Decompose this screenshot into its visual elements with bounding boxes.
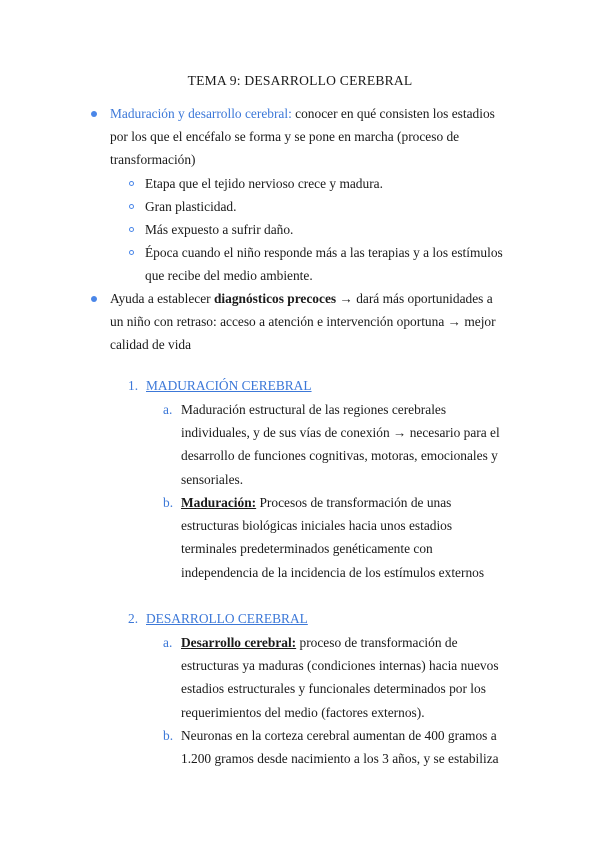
bullet-2-post: → dará más oportunidades a xyxy=(336,291,493,306)
sub-bullet-text: Más expuesto a sufrir daño. xyxy=(145,222,294,237)
bullet-1-line: conocer en qué consisten los estadios xyxy=(291,106,495,121)
item-line: sensoriales. xyxy=(181,471,244,487)
bullet-1-lead: Maduración y desarrollo cerebral: xyxy=(110,106,292,121)
bullet-2-line: calidad de vida xyxy=(110,337,192,353)
sub-bullet-icon xyxy=(129,227,134,232)
bullet-2-bold: diagnósticos precoces xyxy=(213,291,337,306)
item-line: Maduración estructural de las regiones cerebrales xyxy=(181,402,447,417)
item-letter: b. xyxy=(163,728,174,743)
item-letter: a. xyxy=(163,635,173,650)
sub-bullet-line: Época cuando el niño responde más a las terapias y a los estímulos xyxy=(145,245,503,260)
bullet-1-line: transformación) xyxy=(110,152,196,168)
item-line: Neuronas en la corteza cerebral aumentan de 400 gramos a xyxy=(181,728,497,743)
page-title: TEMA 9: DESARROLLO CEREBRAL xyxy=(187,73,413,88)
item-line: requerimientos del medio (factores externos). xyxy=(181,704,425,720)
bullet-icon xyxy=(91,296,97,302)
section-2-heading: DESARROLLO CEREBRAL xyxy=(146,611,308,626)
item-line: estructuras ya maduras (condiciones internas) hacia nuevos xyxy=(181,658,499,674)
sub-bullet-text: Etapa que el tejido nervioso crece y madura. xyxy=(145,176,383,191)
sub-bullet-line: que recibe del medio ambiente. xyxy=(145,268,313,284)
item-letter: b. xyxy=(163,495,174,510)
bullet-1-line: por los que el encéfalo se forma y se pone en marcha (proceso de xyxy=(110,129,460,145)
item-line: desarrollo de funciones cognitivas, motoras, emocionales y xyxy=(181,448,498,464)
sub-bullet-icon xyxy=(129,250,134,255)
item-letter: a. xyxy=(163,402,173,417)
item-line: proceso de transformación de xyxy=(296,635,458,650)
section-1-number: 1. xyxy=(128,378,139,393)
sub-bullet-icon xyxy=(129,204,134,209)
section-2-number: 2. xyxy=(128,611,139,626)
bullet-1-text xyxy=(110,102,550,172)
section-2-item-b xyxy=(181,724,541,770)
item-line: estadios estructurales y funcionales determinados por los xyxy=(181,681,486,697)
sub-bullet-text: Gran plasticidad. xyxy=(145,199,237,214)
item-line: Procesos de transformación de unas xyxy=(256,495,452,510)
item-line: terminales predeterminados genéticamente con xyxy=(181,541,433,557)
section-1-heading: MADURACIÓN CEREBRAL xyxy=(146,378,312,393)
sub-bullet-text xyxy=(145,241,555,287)
item-term: Desarrollo cerebral: xyxy=(181,635,297,650)
bullet-icon xyxy=(91,111,97,117)
item-line: individuales, y de sus vías de conexión → necesario para el xyxy=(181,425,500,441)
section-1-item-b xyxy=(181,491,541,584)
bullet-2-pre: Ayuda a establecer xyxy=(110,291,214,306)
section-2-item-a xyxy=(181,631,541,724)
bullet-2-line: un niño con retraso: acceso a atención e intervención oportuna → mejor xyxy=(110,314,496,330)
item-term: Maduración: xyxy=(181,495,257,510)
section-1-item-a xyxy=(181,398,541,491)
item-line: estructuras biológicas iniciales hacia unos estadios xyxy=(181,518,453,534)
item-line: 1.200 gramos desde nacimiento a los 3 años, y se estabiliza xyxy=(181,751,499,767)
item-line: independencia de la incidencia de los estímulos externos xyxy=(181,564,485,580)
bullet-2-text xyxy=(110,287,560,357)
sub-bullet-icon xyxy=(129,181,134,186)
